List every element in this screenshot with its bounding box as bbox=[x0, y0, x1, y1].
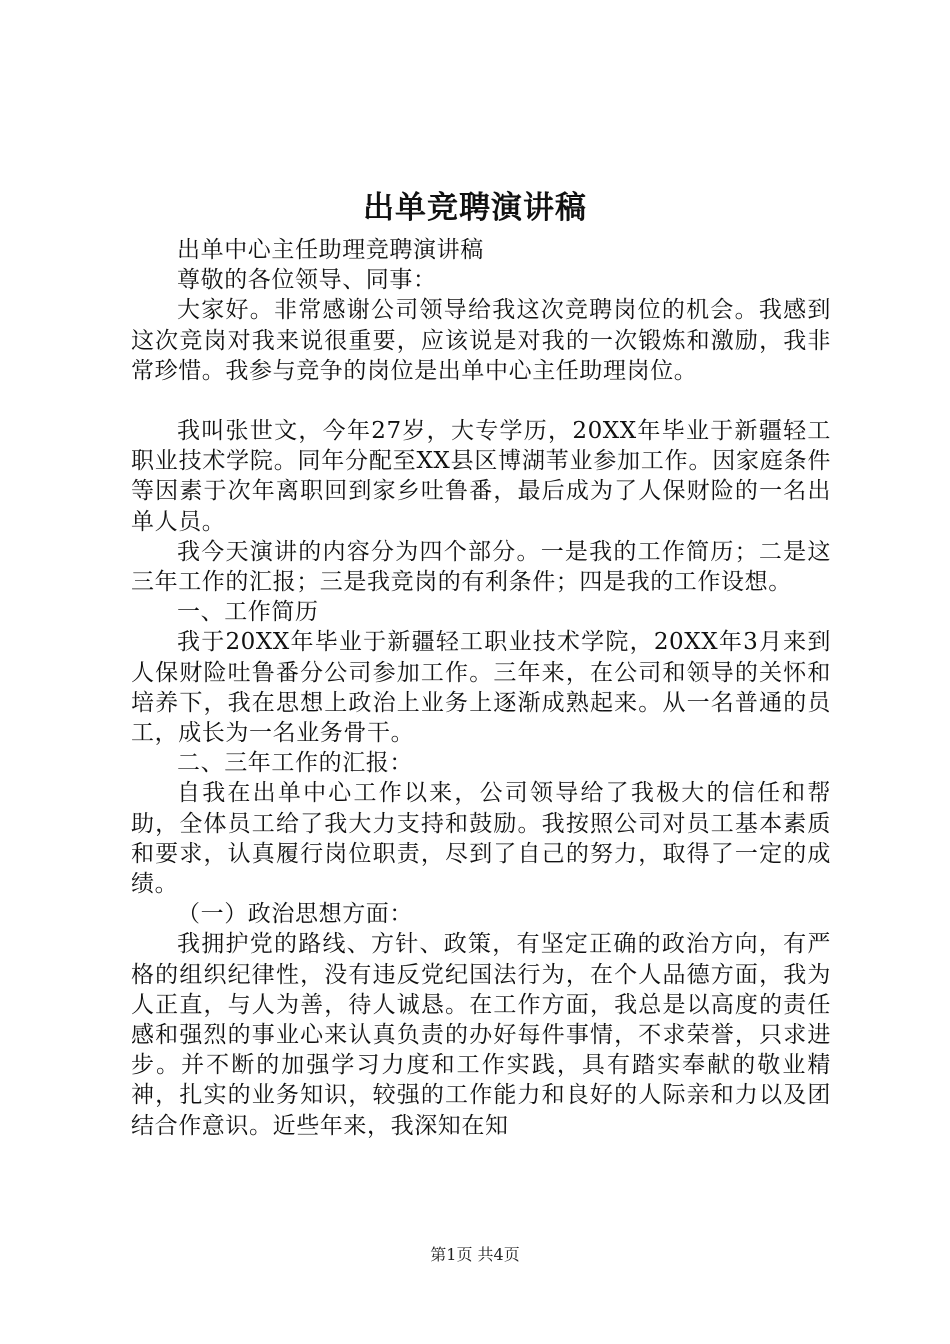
section-heading-report: 二、三年工作的汇报： bbox=[177, 750, 413, 777]
subsection-heading-political: （一）政治思想方面： bbox=[177, 901, 413, 928]
paragraph-report: 自我在出单中心工作以来，公司领导给了我极大的信任和帮助，全体员工给了我大力支持和鼓励。我按照公司对员工基本素质和要求，认真履行岗位职责，尽到了自己的努力，取得了一定的成绩。 bbox=[131, 780, 831, 898]
document-body bbox=[131, 235, 831, 1141]
paragraph-self-intro: 我叫张世文，今年27岁，大专学历，20XX年毕业于新疆轻工职业技术学院。同年分配至XX县区博湖苇业参加工作。因家庭条件等因素于次年离职回到家乡吐鲁番，最后成为了人保财险的一名出单人员。 bbox=[131, 418, 831, 535]
paragraph-resume: 我于20XX年毕业于新疆轻工职业技术学院，20XX年3月来到人保财险吐鲁番分公司参加工作。三年来，在公司和领导的关怀和培养下，我在思想上政治上业务上逐渐成熟起来。从一名普通的员工，成长为一名业务骨干。 bbox=[131, 629, 831, 747]
paragraph-greeting: 大家好。非常感谢公司领导给我这次竞聘岗位的机会。我感到这次竞岗对我来说很重要，应该说是对我的一次锻炼和激励，我非常珍惜。我参与竞争的岗位是出单中心主任助理岗位。 bbox=[131, 297, 831, 384]
paragraph-salutation: 尊敬的各位领导、同事： bbox=[177, 267, 437, 294]
page-footer: 第1页 共4页 bbox=[430, 1245, 520, 1264]
paragraph-subtitle: 出单中心主任助理竞聘演讲稿 bbox=[177, 237, 484, 263]
paragraph-political: 我拥护党的路线、方针、政策，有坚定正确的政治方向，有严格的组织纪律性，没有违反党纪国法行为，在个人品德方面，我为人正直，与人为善，待人诚恳。在工作方面，我总是以高度的责任感和强烈的事业心来认真负责的办好每件事情，不求荣誉，只求进步。并不断的加强学习力度和工作实践，具有踏实奉献的敬业精神，扎实的业务知识，较强的工作能力和良好的人际亲和力以及团结合作意识。近些年来，我深知在知 bbox=[131, 931, 831, 1139]
document-title: 出单竞聘演讲稿 bbox=[363, 190, 587, 226]
paragraph-outline: 我今天演讲的内容分为四个部分。一是我的工作简历；二是这三年工作的汇报；三是我竞岗的有利条件；四是我的工作设想。 bbox=[131, 538, 831, 596]
section-heading-resume: 一、工作简历 bbox=[177, 599, 319, 626]
